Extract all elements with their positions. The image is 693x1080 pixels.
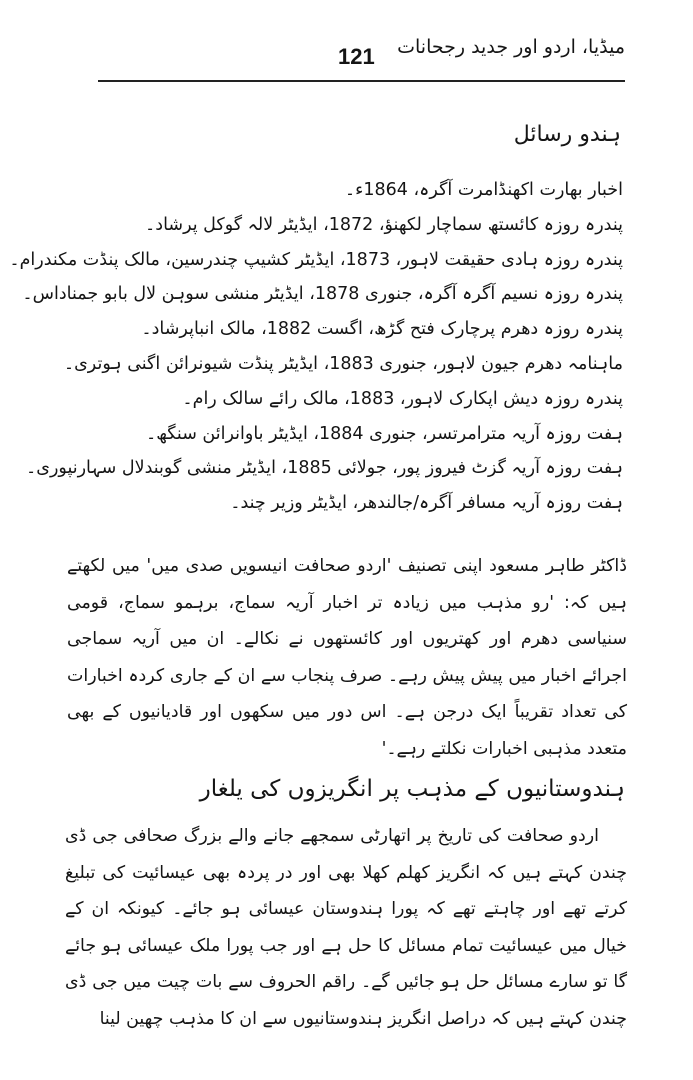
list-item: پندرہ روزہ دیش اپکارک لاہور، 1883، مالک رائے سالک رام۔	[182, 388, 623, 409]
list-item: ماہنامہ دھرم جیون لاہور، جنوری 1883، ایڈیٹر پنڈت شیونرائن اگنی ہوتری۔	[63, 353, 623, 374]
list-item: پندرہ روزہ کائستھ سماچار لکھنؤ، 1872، ایڈیٹر لالہ گوکل پرشاد۔	[145, 214, 623, 235]
journal-list	[9, 173, 623, 521]
body-paragraph: اردو صحافت کی تاریخ پر اتھارٹی سمجھے جانے والے بزرگ صحافی جی ڈی چندن کہتے ہیں کہ انگریز کھلم کھلا بھی اور در پردہ بھی عیسائیت کی تبلیغ کرتے تھے اور چاہتے تھے کہ پورا ہندوستان عیسائی ہو جائے۔ کیونکہ ان کے خیال میں عیسائیت تمام مسائل کا حل ہے اور جب پورا ملک عیسائی ہو جائے گا تو سارے مسائل حل ہو جائیں گے۔ راقم الحروف سے بات چیت میں جی ڈی چندن کہتے ہیں کہ دراصل انگریز ہندوستانیوں سے ان کا مذہب چھین لینا	[65, 826, 627, 1029]
list-item: اخبار بھارت اکھنڈامرت آگرہ، 1864ء۔	[344, 180, 623, 200]
running-header-title: میڈیا، اردو اور جدید رجحانات	[397, 36, 625, 58]
header-rule	[98, 80, 625, 82]
list-item: ہفت روزہ آریہ مترامرتسر، جنوری 1884، ایڈیٹر باوانرائن سنگھ۔	[145, 423, 623, 444]
section-heading-english-onslaught: ہندوستانیوں کے مذہب پر انگریزوں کی یلغار	[199, 776, 625, 802]
list-item: پندرہ روزہ نسیم آگرہ آگرہ، جنوری 1878، ایڈیٹر منشی سوہن لال بابو جمناداس۔	[22, 284, 623, 305]
list-item: ہفت روزہ آریہ گزٹ فیروز پور، جولائی 1885، ایڈیٹر منشی گوبندلال سہارنپوری۔	[26, 458, 623, 479]
list-item: پندرہ روزہ دھرم پرچارک فتح گڑھ، اگست 1882، مالک انباپرشاد۔	[141, 319, 623, 340]
list-item: پندرہ روزہ ہادی حقیقت لاہور، 1873، ایڈیٹر کشیپ چندرسین، مالک پنڈت مکندرام۔	[9, 249, 623, 270]
section-heading-hindu-journals: ہندو رسائل	[513, 122, 621, 147]
page-number: 121	[338, 44, 375, 69]
quote-paragraph: ڈاکٹر طاہر مسعود اپنی تصنیف 'اردو صحافت انیسویں صدی میں' میں لکھتے ہیں کہ: 'رو مذہب میں زیادہ تر اخبار آریہ سماج، برہمو سماج، قومی سنیاسی دھرم اور کھتریوں اور کائستھوں نے نکالے۔ ان میں آریہ سماجی اجرائے اخبار میں پیش پیش رہے۔ صرف پنجاب سے ان کے جاری کردہ اخبارات کی تعداد تقریباً ایک درجن ہے۔ اس دور میں سکھوں اور قادیانیوں کے بھی متعدد مذہبی اخبارات نکلتے رہے۔'	[67, 556, 627, 759]
list-item: ہفت روزہ آریہ مسافر آگرہ/جالندھر، ایڈیٹر وزیر چند۔	[230, 493, 623, 514]
